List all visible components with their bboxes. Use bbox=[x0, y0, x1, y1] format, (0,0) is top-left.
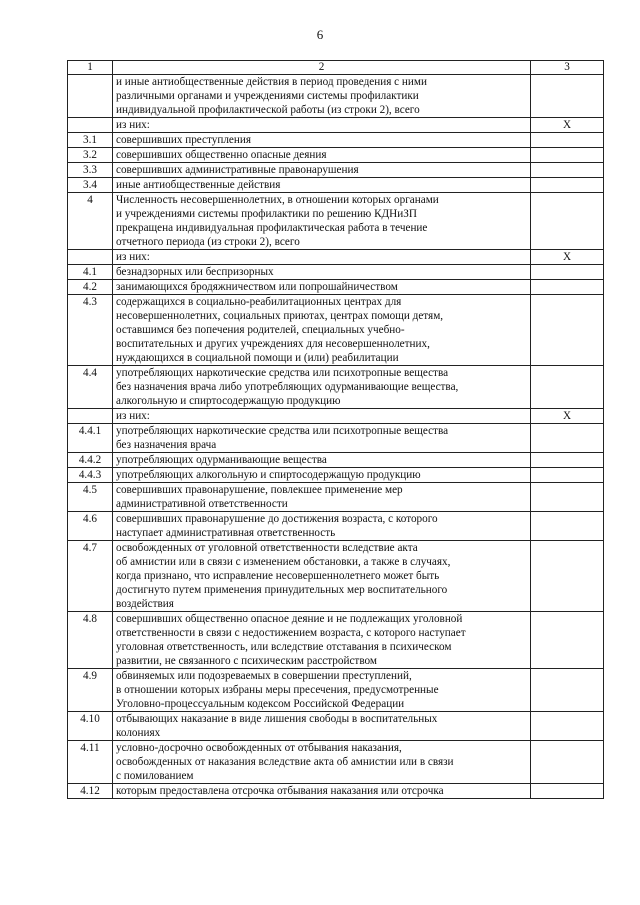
table-header-row bbox=[68, 61, 604, 75]
value-cell bbox=[531, 712, 604, 741]
indicator-text-cell: и иные антиобщественные действия в период проведения с ними различными органами и учреждениями системы профилактики индивидуальной профилактической работы (из строки 2), всего bbox=[113, 75, 531, 118]
indicator-text-cell: совершивших преступления bbox=[113, 133, 531, 148]
value-cell bbox=[531, 295, 604, 366]
subheading-cell: из них: bbox=[113, 118, 531, 133]
table-row bbox=[68, 424, 604, 453]
indicator-text-cell: употребляющих наркотические средства или психотропные вещества без назначения врача bbox=[113, 424, 531, 453]
table-row bbox=[68, 280, 604, 295]
row-number-cell: 4.6 bbox=[68, 512, 113, 541]
value-cell bbox=[531, 133, 604, 148]
table-body bbox=[68, 75, 604, 799]
indicator-text-cell: содержащихся в социально-реабилитационных центрах для несовершеннолетних, социальных приютах, центрах помощи детям, оставшимся без попечения родителей, специальных учебно- воспитательных и других учреждениях для несовершеннолетних, нуждающихся в социальной помощи и (или) реабилитации bbox=[113, 295, 531, 366]
column-header-2: 2 bbox=[113, 61, 531, 75]
indicator-text-cell: которым предоставлена отсрочка отбывания наказания или отсрочка bbox=[113, 784, 531, 799]
subheading-cell: из них: bbox=[113, 250, 531, 265]
indicator-text-cell: Численность несовершеннолетних, в отношении которых органами и учреждениями системы профилактики по решению КДНиЗП прекращена индивидуальная профилактическая работа в течение отчетного периода (из строки 2), всего bbox=[113, 193, 531, 250]
table-row bbox=[68, 453, 604, 468]
table-row bbox=[68, 178, 604, 193]
table-row bbox=[68, 512, 604, 541]
value-cell bbox=[531, 612, 604, 669]
value-cell bbox=[531, 265, 604, 280]
table-row bbox=[68, 75, 604, 118]
value-cell bbox=[531, 193, 604, 250]
indicator-text-cell: совершивших общественно опасное деяние и не подлежащих уголовной ответственности в связи с недостижением возраста, с которого наступает уголовная ответственность, или вследствие отставания в психическом развитии, не связанного с психическим расстройством bbox=[113, 612, 531, 669]
row-number-cell bbox=[68, 409, 113, 424]
table-row bbox=[68, 118, 604, 133]
indicator-text-cell: употребляющих алкогольную и спиртосодержащую продукцию bbox=[113, 468, 531, 483]
table-row bbox=[68, 193, 604, 250]
table-row bbox=[68, 163, 604, 178]
indicator-text-cell: совершивших правонарушение до достижения возраста, с которого наступает административная ответственность bbox=[113, 512, 531, 541]
table-row bbox=[68, 468, 604, 483]
table-row bbox=[68, 366, 604, 409]
value-cell bbox=[531, 453, 604, 468]
table-row bbox=[68, 409, 604, 424]
value-cell bbox=[531, 468, 604, 483]
row-number-cell: 4.12 bbox=[68, 784, 113, 799]
report-table bbox=[67, 60, 604, 799]
row-number-cell: 4.10 bbox=[68, 712, 113, 741]
indicator-text-cell: условно-досрочно освобожденных от отбывания наказания, освобожденных от наказания вследствие акта об амнистии или в связи с помилованием bbox=[113, 741, 531, 784]
value-cell bbox=[531, 148, 604, 163]
table-row bbox=[68, 741, 604, 784]
value-cell bbox=[531, 669, 604, 712]
value-cell bbox=[531, 512, 604, 541]
indicator-text-cell: иные антиобщественные действия bbox=[113, 178, 531, 193]
table-row bbox=[68, 133, 604, 148]
value-cell bbox=[531, 541, 604, 612]
row-number-cell: 4.4.2 bbox=[68, 453, 113, 468]
row-number-cell: 4.8 bbox=[68, 612, 113, 669]
table-row bbox=[68, 669, 604, 712]
row-number-cell: 4.11 bbox=[68, 741, 113, 784]
row-number-cell: 3.2 bbox=[68, 148, 113, 163]
row-number-cell: 4.4.3 bbox=[68, 468, 113, 483]
indicator-text-cell: безнадзорных или беспризорных bbox=[113, 265, 531, 280]
row-number-cell: 3.1 bbox=[68, 133, 113, 148]
table-row bbox=[68, 265, 604, 280]
table-row bbox=[68, 148, 604, 163]
indicator-text-cell: совершивших правонарушение, повлекшее применение мер административной ответственности bbox=[113, 483, 531, 512]
subheading-cell: из них: bbox=[113, 409, 531, 424]
value-cell bbox=[531, 163, 604, 178]
page-number: 6 bbox=[316, 27, 324, 42]
row-number-cell bbox=[68, 118, 113, 133]
row-number-cell: 4.4.1 bbox=[68, 424, 113, 453]
value-cell: X bbox=[531, 118, 604, 133]
indicator-text-cell: освобожденных от уголовной ответственности вследствие акта об амнистии или в связи с изменением обстановки, а также в случаях, когда признано, что исправление несовершеннолетнего может быть достигнуто путем применения принудительных мер воспитательного воздействия bbox=[113, 541, 531, 612]
row-number-cell: 4.9 bbox=[68, 669, 113, 712]
value-cell: X bbox=[531, 409, 604, 424]
row-number-cell: 4.5 bbox=[68, 483, 113, 512]
row-number-cell: 3.4 bbox=[68, 178, 113, 193]
row-number-cell: 4.2 bbox=[68, 280, 113, 295]
value-cell bbox=[531, 75, 604, 118]
indicator-text-cell: отбывающих наказание в виде лишения свободы в воспитательных колониях bbox=[113, 712, 531, 741]
indicator-text-cell: совершивших административные правонарушения bbox=[113, 163, 531, 178]
row-number-cell: 4.7 bbox=[68, 541, 113, 612]
value-cell bbox=[531, 366, 604, 409]
column-header-1: 1 bbox=[68, 61, 113, 75]
table-row bbox=[68, 612, 604, 669]
row-number-cell bbox=[68, 75, 113, 118]
table-row bbox=[68, 250, 604, 265]
value-cell: X bbox=[531, 250, 604, 265]
table-row bbox=[68, 541, 604, 612]
table-row bbox=[68, 483, 604, 512]
value-cell bbox=[531, 280, 604, 295]
value-cell bbox=[531, 424, 604, 453]
value-cell bbox=[531, 741, 604, 784]
indicator-text-cell: обвиняемых или подозреваемых в совершении преступлений, в отношении которых избраны меры пресечения, предусмотренные Уголовно-процессуальным кодексом Российской Федерации bbox=[113, 669, 531, 712]
value-cell bbox=[531, 483, 604, 512]
indicator-text-cell: занимающихся бродяжничеством или попрошайничеством bbox=[113, 280, 531, 295]
row-number-cell bbox=[68, 250, 113, 265]
table-row bbox=[68, 712, 604, 741]
table-row bbox=[68, 784, 604, 799]
indicator-text-cell: совершивших общественно опасные деяния bbox=[113, 148, 531, 163]
indicator-text-cell: употребляющих одурманивающие вещества bbox=[113, 453, 531, 468]
value-cell bbox=[531, 178, 604, 193]
value-cell bbox=[531, 784, 604, 799]
table-row bbox=[68, 295, 604, 366]
row-number-cell: 4.4 bbox=[68, 366, 113, 409]
row-number-cell: 4 bbox=[68, 193, 113, 250]
row-number-cell: 4.3 bbox=[68, 295, 113, 366]
indicator-text-cell: употребляющих наркотические средства или психотропные вещества без назначения врача либо употребляющих одурманивающие вещества, алкогольную и спиртосодержащую продукцию bbox=[113, 366, 531, 409]
row-number-cell: 4.1 bbox=[68, 265, 113, 280]
column-header-3: 3 bbox=[531, 61, 604, 75]
row-number-cell: 3.3 bbox=[68, 163, 113, 178]
